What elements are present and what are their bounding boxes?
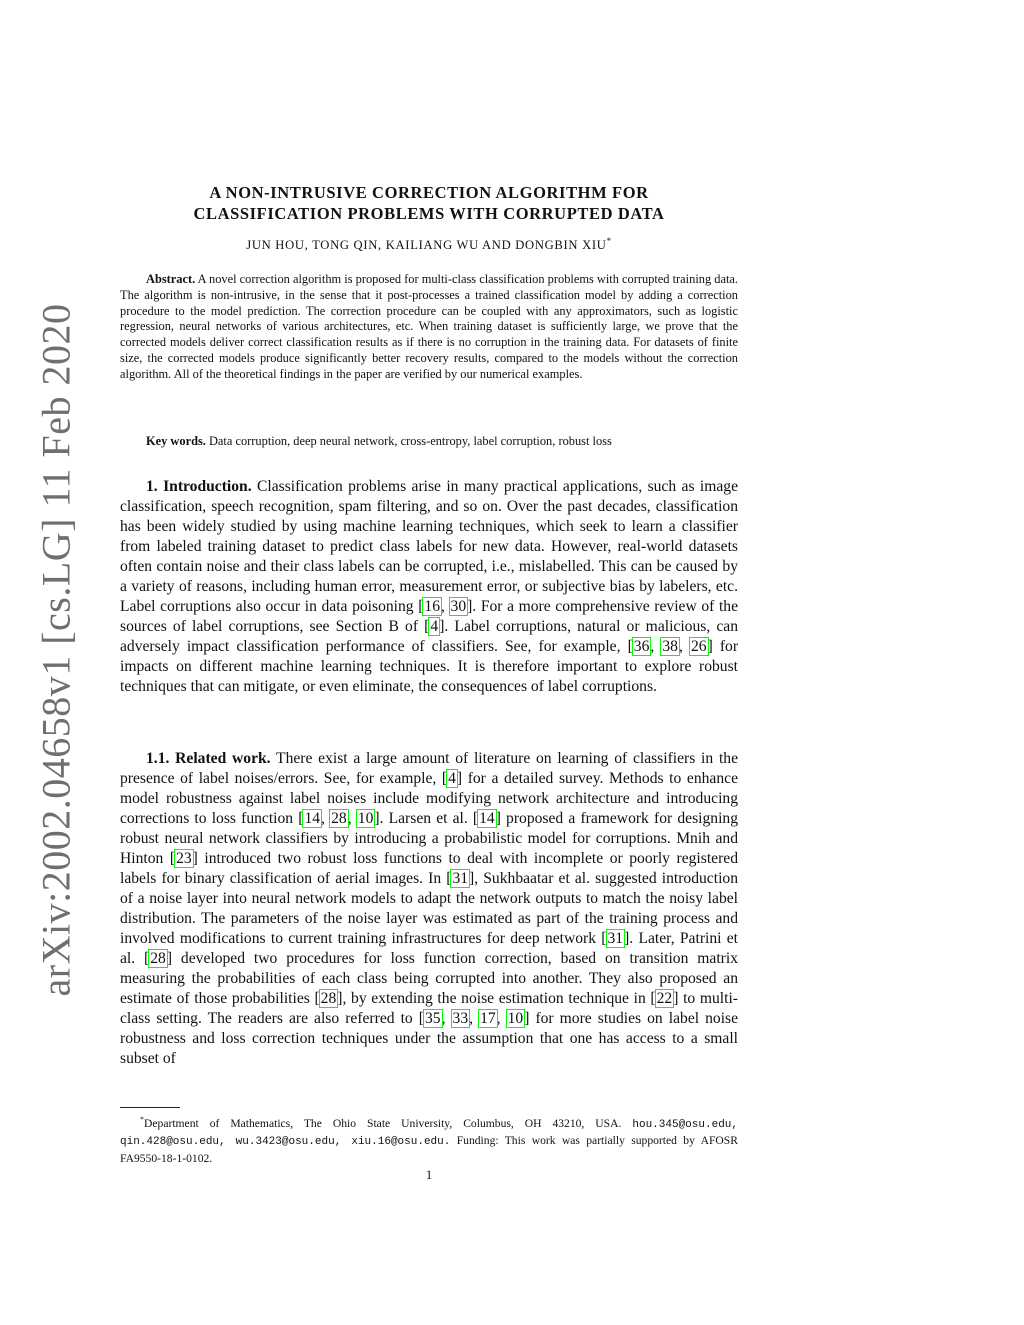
footnote-divider	[120, 1107, 180, 1108]
citation-link[interactable]: 36	[633, 638, 650, 655]
keywords	[120, 433, 738, 449]
footnote-mark: *	[140, 1115, 144, 1124]
citation-link[interactable]: 28	[320, 990, 337, 1007]
citation-link[interactable]: 31	[452, 870, 469, 887]
arxiv-identifier-stamp: arXiv:2002.04658v1 [cs.LG] 11 Feb 2020	[33, 303, 79, 997]
abstract	[120, 272, 738, 383]
author-footnote-mark: *	[606, 236, 612, 246]
paper-title	[120, 182, 738, 224]
citation-link[interactable]: 17	[480, 1010, 496, 1027]
footnote-emails: hou.345@osu.edu, qin.428@osu.edu, wu.3423@osu.edu, xiu.16@osu.edu.	[120, 1118, 738, 1149]
citation-link[interactable]: 22	[656, 990, 673, 1007]
citation-link[interactable]: 10	[507, 1010, 524, 1027]
intro-text: Classification problems arise in many practical applications, such as image classification, speech recognition, spam filtering, and so on. Over the past decades, classification has been widely studied by using machine learning techniques, which seek to learn a classifier from labeled training dataset to predict class labels for new data. However, real-world datasets often contain noise and their class labels can be corrupted, i.e., mislabelled. This can be caused by a variety of reasons, including human error, measurement error, or subjective bias by labelers, etc. Label corruptions also occur in data poisoning [	[120, 478, 738, 615]
citation-separator: ,	[347, 810, 357, 827]
citation-link[interactable]: 10	[357, 810, 374, 827]
citation-link[interactable]: 4	[430, 618, 439, 635]
citation-link[interactable]: 4	[448, 770, 456, 787]
citation-link[interactable]: 35	[424, 1010, 441, 1027]
related-text: ] for more studies on label noise robustness and loss correction techniques under the assumption that one has access to a small subset of	[120, 1010, 739, 1067]
citation-separator: ,	[650, 638, 662, 655]
abstract-label: Abstract.	[146, 272, 196, 286]
citation-separator: ,	[441, 1010, 452, 1027]
related-text: ]. Larsen et al. [	[374, 810, 479, 827]
citation-separator: ,	[321, 810, 331, 827]
page-number: 1	[425, 1168, 433, 1182]
citation-link[interactable]: 16	[424, 598, 440, 615]
related-text: ] proposed a framework for designing robust neural network classifiers by introducing a probabilistic model for corruptions. Mnih and Hinton [	[120, 810, 738, 867]
related-text: ] to multi-class setting. The readers are also referred to [	[120, 990, 738, 1027]
related-work-heading: 1.1. Related work.	[146, 750, 271, 767]
footnote-funding: Funding: This work was partially supported by AFOSR FA9550-18-1-0102.	[120, 1134, 738, 1165]
introduction-section	[120, 477, 738, 697]
introduction-heading: 1. Introduction.	[146, 478, 252, 495]
title-line-1: A NON-INTRUSIVE CORRECTION ALGORITHM FOR	[209, 183, 649, 202]
citation-separator: ,	[678, 638, 690, 655]
citation-link[interactable]: 28	[331, 810, 347, 827]
related-work-section	[120, 749, 738, 1069]
citation-link[interactable]: 14	[479, 810, 495, 827]
citation-link[interactable]: 33	[452, 1010, 469, 1027]
citation-separator: ,	[469, 1010, 480, 1027]
citation-link[interactable]: 38	[662, 638, 678, 655]
citation-separator: ,	[441, 598, 450, 615]
related-text: There exist a large amount of literature on learning of classifiers in the presence of label noises/errors. See, for example, [	[120, 750, 738, 787]
keywords-label: Key words.	[146, 434, 206, 448]
footnote-affiliation: Department of Mathematics, The Ohio State University, Columbus, OH 43210, USA.	[144, 1116, 622, 1130]
related-text: ], Sukhbaatar et al. suggested introduction of a noise layer into neural network models to adapt the network outputs to match the noisy label distribution. The parameters of the noise layer was estimated as part of the training process and involved modifications to current training infrastructures for deep network [	[120, 870, 738, 947]
citation-link[interactable]: 28	[150, 950, 166, 967]
citation-separator: ,	[496, 1010, 507, 1027]
citation-link[interactable]: 23	[176, 850, 192, 867]
related-text: ] for a detailed survey. Methods to enhance model robustness against label noises include modifying network architecture and introducing corrections to loss function [	[120, 770, 738, 827]
author-list	[120, 236, 738, 253]
abstract-text: A novel correction algorithm is proposed for multi-class classification problems with corrupted training data. The algorithm is non-intrusive, in the sense that it post-processes a trained classification model by adding a correction procedure to the model prediction. The correction procedure can be coupled with any approximators, such as logistic regression, neural networks of various architectures, etc. When training dataset is sufficiently large, we prove that the corrected models deliver correct classification results as if there is no corruption in the training data. For datasets of finite size, the corrected models produce significantly better recovery results, compared to the models without the correction algorithm. All of the theoretical findings in the paper are verified by our numerical examples.	[120, 272, 738, 381]
related-text: ] developed two procedures for loss function correction, based on transition matrix measuring the probabilities of each class being corrupted into another. They also proposed an estimate of those probabilities [	[120, 950, 738, 1007]
title-line-2: CLASSIFICATION PROBLEMS WITH CORRUPTED DATA	[193, 204, 665, 223]
citation-link[interactable]: 14	[304, 810, 321, 827]
intro-text: ]. Label corruptions, natural or malicious, can adversely impact classification performance of classifiers. See, for example, [	[120, 618, 738, 655]
keywords-text: Data corruption, deep neural network, cross-entropy, label corruption, robust loss	[205, 434, 612, 448]
related-text: ]. Later, Patrini et al. [	[120, 930, 738, 967]
intro-text: ]. For a more comprehensive review of the sources of label corruptions, see Section B of [	[120, 598, 738, 635]
footnote	[120, 1112, 738, 1166]
citation-link[interactable]: 31	[607, 930, 624, 947]
related-text: ] introduced two robust loss functions to deal with incomplete or poorly registered labels for binary classification of aerial images. In [	[120, 850, 738, 887]
citation-link[interactable]: 26	[690, 638, 707, 655]
intro-text: ] for impacts on different machine learning techniques. It is therefore important to explore robust techniques that can mitigate, or even eliminate, the consequences of label corruptions.	[120, 638, 739, 695]
author-names: JUN HOU, TONG QIN, KAILIANG WU AND DONGBIN XIU	[246, 238, 607, 253]
related-text: ], by extending the noise estimation technique in [	[337, 990, 656, 1007]
citation-link[interactable]: 30	[450, 598, 467, 615]
